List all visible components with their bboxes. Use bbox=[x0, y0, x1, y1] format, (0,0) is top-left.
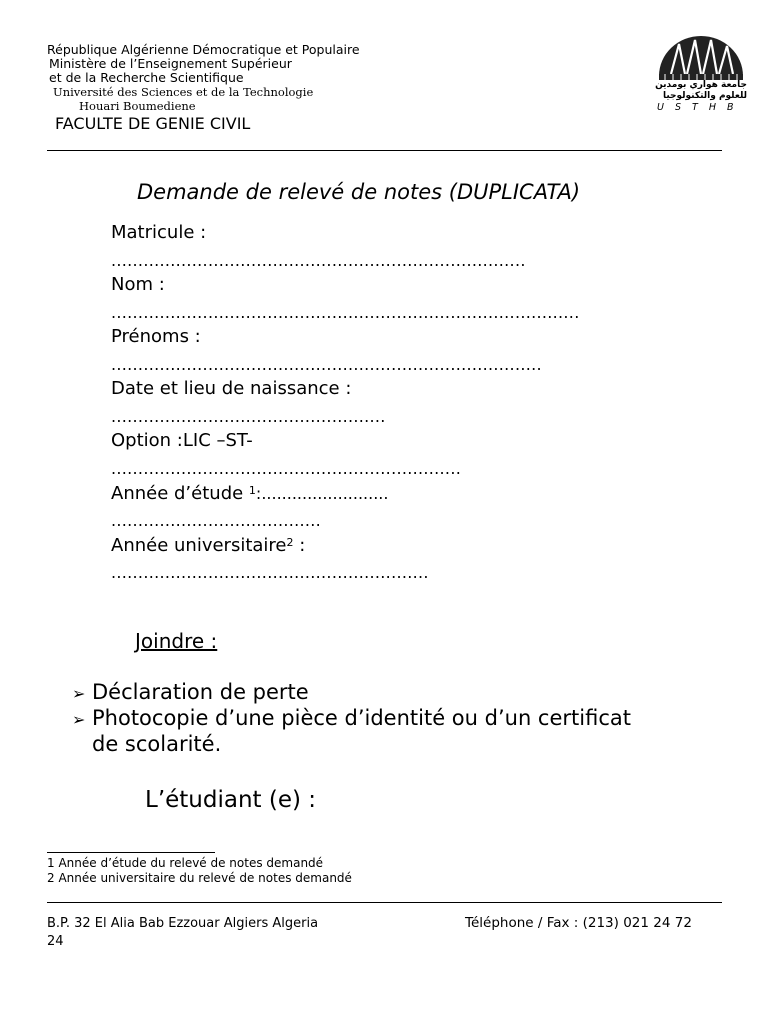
header-divider bbox=[47, 150, 722, 151]
footer-address: B.P. 32 El Alia Bab Ezzouar Algiers Algeria bbox=[47, 916, 319, 931]
bullet-photocopie bbox=[72, 705, 631, 733]
logo-arabic-line1: جامعة هواري بومدين bbox=[655, 80, 747, 90]
header-university: Université des Sciences et de la Technologie bbox=[53, 85, 314, 99]
joindre-heading: Joindre : bbox=[135, 629, 218, 653]
footnote-1: 1 Année d’étude du relevé de notes demandé bbox=[47, 856, 324, 870]
annee-etude-label bbox=[111, 484, 388, 504]
annee-univ-text: Année universitaire bbox=[111, 535, 287, 556]
annee-univ-field[interactable]: ........................................................... bbox=[111, 563, 429, 582]
bullet-photocopie-cont: de scolarité. bbox=[92, 732, 222, 756]
bullet-photocopie-text: Photocopie d’une pièce d’identité ou d’un certificat bbox=[92, 706, 631, 730]
signature-label: L’étudiant (e) : bbox=[145, 787, 317, 813]
header-research: et de la Recherche Scientifique bbox=[49, 70, 244, 85]
arrow-bullet-icon: ➢ bbox=[72, 684, 86, 703]
annee-etude-text: Année d’étude bbox=[111, 483, 249, 504]
matricule-field[interactable]: ............................................................................. bbox=[111, 251, 526, 270]
annee-etude-inline-dots[interactable]: :......................... bbox=[255, 484, 389, 503]
faculty-name: FACULTE DE GENIE CIVIL bbox=[55, 114, 251, 133]
document-title: Demande de relevé de notes (DUPLICATA) bbox=[137, 180, 581, 204]
header-ministry: Ministère de l’Enseignement Supérieur bbox=[49, 56, 292, 71]
birth-field[interactable]: ................................................... bbox=[111, 407, 386, 426]
annee-univ-colon: : bbox=[293, 535, 306, 556]
bullet-declaration bbox=[72, 679, 309, 707]
bullet-declaration-text: Déclaration de perte bbox=[92, 680, 309, 704]
birth-label: Date et lieu de naissance : bbox=[111, 378, 352, 399]
nom-label: Nom : bbox=[111, 274, 165, 295]
footnote-ref-2: 2 bbox=[286, 536, 294, 549]
footer-phone: Téléphone / Fax : (213) 021 24 72 bbox=[465, 915, 692, 931]
nom-field[interactable]: ....................................................................................... bbox=[111, 303, 580, 322]
footnote-divider bbox=[47, 852, 215, 853]
logo-arabic-line2: للعلوم والتكنولوجيا bbox=[662, 91, 747, 101]
logo-acronym: U S T H B bbox=[657, 102, 735, 113]
header-republic: République Algérienne Démocratique et Populaire bbox=[47, 42, 360, 57]
usthb-logo bbox=[655, 30, 747, 116]
footnote-2: 2 Année universitaire du relevé de notes demandé bbox=[47, 871, 352, 885]
annee-univ-label bbox=[111, 536, 305, 556]
option-label: Option :LIC –ST- bbox=[111, 430, 253, 451]
prenoms-field[interactable]: ................................................................................ bbox=[111, 355, 542, 374]
annee-etude-field[interactable]: ....................................... bbox=[111, 511, 322, 530]
matricule-label: Matricule : bbox=[111, 222, 207, 243]
footnote-ref-1: 1 bbox=[248, 484, 256, 497]
footer-phone-cont: 24 bbox=[47, 934, 64, 949]
arrow-bullet-icon: ➢ bbox=[72, 710, 86, 729]
prenoms-label: Prénoms : bbox=[111, 326, 201, 347]
footer-divider bbox=[47, 902, 722, 903]
option-field[interactable]: ................................................................. bbox=[111, 459, 462, 478]
header-university-name: Houari Boumediene bbox=[79, 99, 196, 113]
